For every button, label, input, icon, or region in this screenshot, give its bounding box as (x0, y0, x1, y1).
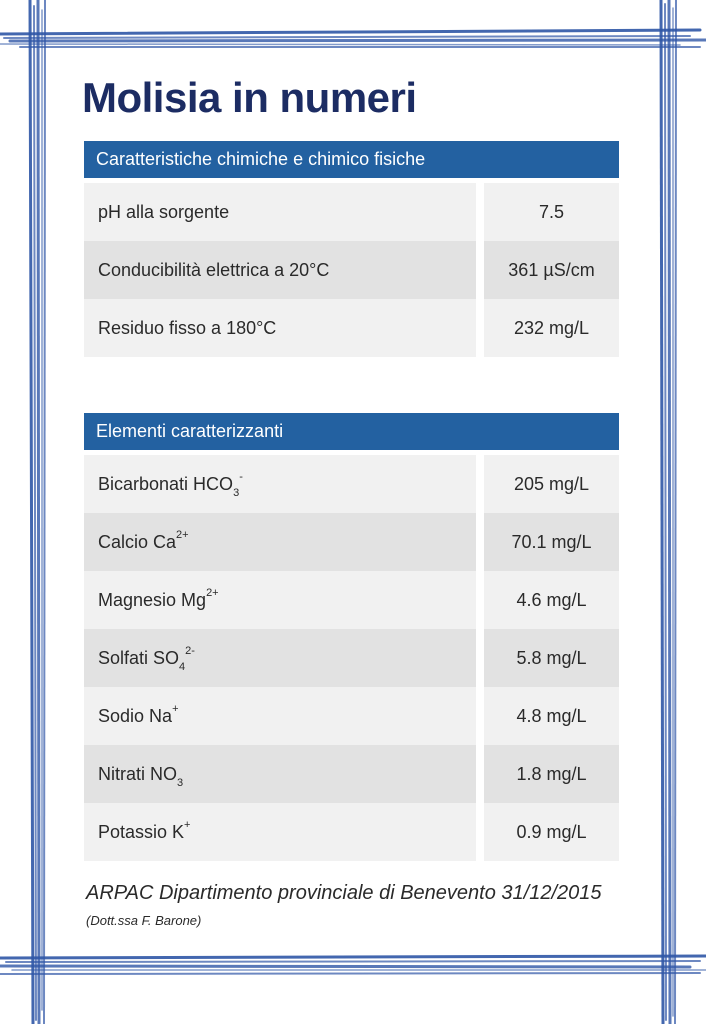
row-value: 232 mg/L (484, 299, 619, 357)
table-elements (84, 455, 619, 861)
table-row (84, 629, 619, 687)
element-charge: + (184, 819, 191, 831)
row-label: Residuo fisso a 180°C (84, 299, 476, 357)
section-header-elements: Elementi caratterizzanti (84, 413, 619, 450)
row-label (84, 513, 476, 571)
table-row (84, 803, 619, 861)
element-name: Magnesio Mg (98, 590, 207, 610)
page-title: Molisia in numeri (82, 74, 417, 121)
row-label: Conducibilità elettrica a 20°C (84, 241, 476, 299)
row-value: 205 mg/L (484, 455, 619, 513)
element-name: Calcio Ca (98, 532, 177, 552)
row-label (84, 629, 476, 687)
row-value: 1.8 mg/L (484, 745, 619, 803)
element-charge: 2- (185, 645, 195, 657)
row-label (84, 803, 476, 861)
table-chemical (84, 183, 619, 357)
element-name: Potassio K (98, 822, 185, 842)
row-label (84, 687, 476, 745)
row-value: 7.5 (484, 183, 619, 241)
element-subscript: 3 (177, 777, 184, 789)
row-value: 5.8 mg/L (484, 629, 619, 687)
row-value: 70.1 mg/L (484, 513, 619, 571)
element-name: Nitrati NO (98, 764, 178, 784)
source-citation: ARPAC Dipartimento provinciale di Benevento 31/12/2015 (86, 882, 602, 904)
table-row (84, 513, 619, 571)
row-label: pH alla sorgente (84, 183, 476, 241)
element-subscript: 4 (179, 661, 186, 673)
element-charge: + (172, 703, 179, 715)
element-name: Solfati SO (98, 648, 180, 668)
table-row (84, 183, 619, 241)
table-row (84, 241, 619, 299)
row-value: 4.6 mg/L (484, 571, 619, 629)
element-charge: 2+ (206, 587, 219, 599)
table-row (84, 687, 619, 745)
table-row (84, 571, 619, 629)
author-note: (Dott.ssa F. Barone) (86, 913, 202, 928)
element-subscript: 3 (233, 487, 240, 499)
table-row (84, 745, 619, 803)
table-row (84, 455, 619, 513)
row-label (84, 571, 476, 629)
element-charge: 2+ (176, 529, 189, 541)
row-label (84, 455, 476, 513)
element-charge: - (239, 471, 243, 483)
row-value: 361 µS/cm (484, 241, 619, 299)
table-row (84, 299, 619, 357)
section-header-chemical: Caratteristiche chimiche e chimico fisiche (84, 141, 619, 178)
row-value: 4.8 mg/L (484, 687, 619, 745)
row-label (84, 745, 476, 803)
element-name: Bicarbonati HCO (98, 474, 234, 494)
row-value: 0.9 mg/L (484, 803, 619, 861)
element-name: Sodio Na (98, 706, 173, 726)
